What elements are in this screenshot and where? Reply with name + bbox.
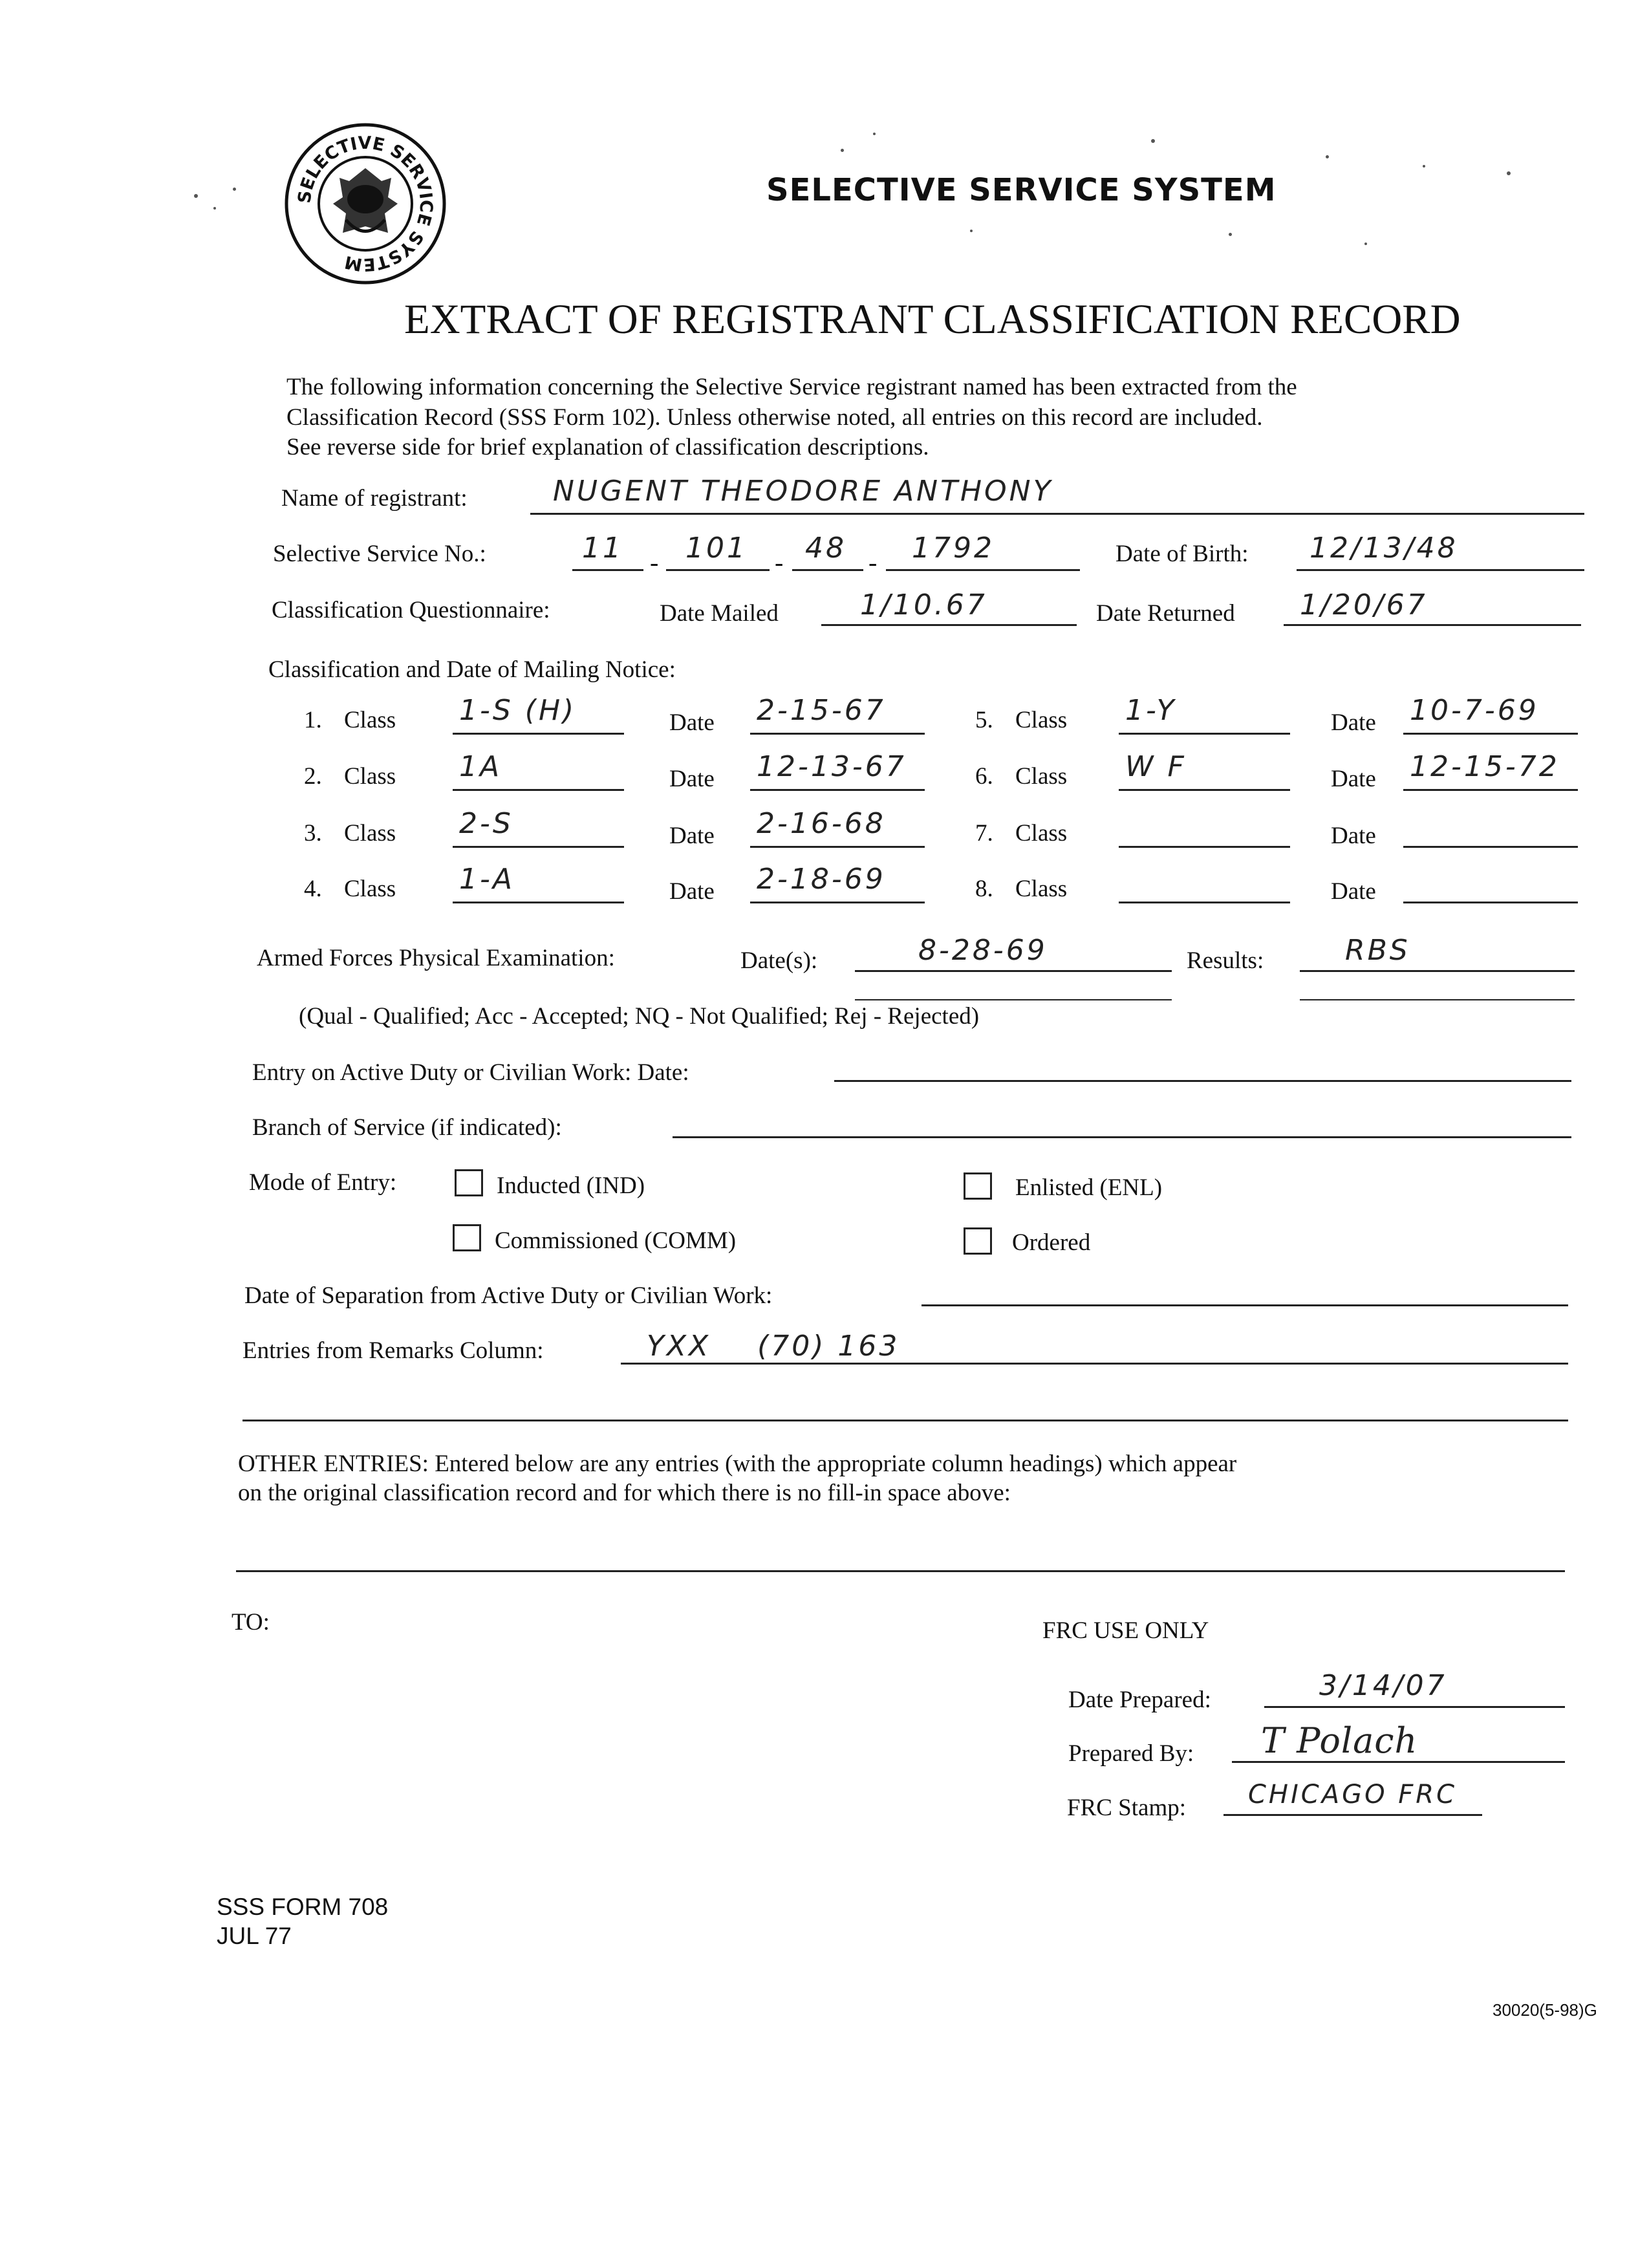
class-row-5-date-label: Date xyxy=(1331,709,1376,736)
class-row-2-date-value: 12-13-67 xyxy=(757,750,907,783)
class-row-8-class-label: Class xyxy=(1015,876,1068,902)
class-row-3-date-line xyxy=(750,846,925,848)
ss-no-part-4: 1792 xyxy=(912,532,995,565)
class-row-2-date-line xyxy=(750,789,925,791)
class-row-4-class-label: Class xyxy=(344,876,396,902)
intro-line-3: See reverse side for brief explanation of classification descriptions. xyxy=(286,434,929,460)
class-row-6-date-label: Date xyxy=(1331,766,1376,792)
class-row-6-number: 6. xyxy=(975,763,993,790)
enlisted-checkbox[interactable] xyxy=(964,1172,992,1200)
class-row-6-class-line xyxy=(1119,789,1290,791)
intro-line-2: Classification Record (SSS Form 102). Unless otherwise noted, all entries on this record are included. xyxy=(286,404,1263,431)
date-prepared-label: Date Prepared: xyxy=(1068,1687,1211,1713)
intro-line-1: The following information concerning the Selective Service registrant named has been extracted from the xyxy=(286,374,1297,400)
entry-active-duty-label: Entry on Active Duty or Civilian Work: Date: xyxy=(252,1059,689,1086)
page-title: EXTRACT OF REGISTRANT CLASSIFICATION RECORD xyxy=(404,296,1461,343)
form-code: 30020(5-98)G xyxy=(1493,2000,1597,2020)
class-row-6-class-value: W F xyxy=(1125,750,1187,783)
class-row-2-class-line xyxy=(453,789,624,791)
class-row-3-date-label: Date xyxy=(669,823,715,849)
class-row-2-class-value: 1A xyxy=(459,750,502,783)
class-row-1-date-label: Date xyxy=(669,709,715,736)
class-row-7-date-label: Date xyxy=(1331,823,1376,849)
class-row-5-number: 5. xyxy=(975,707,993,733)
physical-dates-label: Date(s): xyxy=(740,947,818,974)
branch-label: Branch of Service (if indicated): xyxy=(252,1114,562,1141)
class-row-2-date-label: Date xyxy=(669,766,715,792)
name-label: Name of registrant: xyxy=(281,485,468,512)
separation-label: Date of Separation from Active Duty or Civilian Work: xyxy=(244,1282,773,1309)
class-row-1-class-label: Class xyxy=(344,707,396,733)
dob-value: 12/13/48 xyxy=(1310,532,1458,565)
frc-stamp-value: CHICAGO FRC xyxy=(1248,1780,1458,1809)
class-row-4-date-line xyxy=(750,902,925,903)
class-row-6-date-line xyxy=(1403,789,1578,791)
name-value: NUGENT THEODORE ANTHONY xyxy=(553,475,1053,508)
date-mailed-label: Date Mailed xyxy=(660,600,779,627)
class-row-5-class-value: 1-Y xyxy=(1125,694,1177,727)
class-row-1-date-line xyxy=(750,733,925,735)
selective-service-seal-icon xyxy=(285,123,446,285)
frc-stamp-label: FRC Stamp: xyxy=(1067,1795,1187,1821)
commissioned-label: Commissioned (COMM) xyxy=(495,1227,737,1254)
ss-no-sep-3: - xyxy=(868,548,878,577)
class-row-4-date-value: 2-18-69 xyxy=(757,863,886,896)
questionnaire-label: Classification Questionnaire: xyxy=(272,597,550,623)
class-row-8-class-line xyxy=(1119,902,1290,903)
class-row-5-class-line xyxy=(1119,733,1290,735)
date-mailed-value: 1/10.67 xyxy=(860,589,987,621)
inducted-label: Inducted (IND) xyxy=(497,1172,645,1199)
date-returned-value: 1/20/67 xyxy=(1300,589,1428,621)
class-row-1-class-value: 1-S (H) xyxy=(459,694,577,727)
svg-text:SELECTIVE SERVICE SYSTEM: SELECTIVE SERVICE SYSTEM xyxy=(294,133,436,275)
class-row-3-date-value: 2-16-68 xyxy=(757,807,886,840)
class-row-5-date-value: 10-7-69 xyxy=(1410,694,1539,727)
class-row-2-class-label: Class xyxy=(344,763,396,790)
date-prepared-value: 3/14/07 xyxy=(1319,1669,1447,1702)
class-row-2-number: 2. xyxy=(304,763,322,790)
ordered-label: Ordered xyxy=(1012,1229,1091,1256)
class-row-6-date-value: 12-15-72 xyxy=(1410,750,1560,783)
results-label: Results: xyxy=(1187,947,1264,974)
class-row-8-date-line xyxy=(1403,902,1578,903)
class-row-1-class-line xyxy=(453,733,624,735)
classification-heading: Classification and Date of Mailing Notice: xyxy=(268,656,676,683)
class-row-3-class-label: Class xyxy=(344,820,396,847)
ss-no-label: Selective Service No.: xyxy=(273,541,486,567)
class-row-3-class-value: 2-S xyxy=(459,807,513,840)
prepared-by-signature: T Polach xyxy=(1261,1720,1418,1761)
form-id: SSS FORM 708 xyxy=(217,1894,389,1920)
class-row-5-class-label: Class xyxy=(1015,707,1068,733)
class-row-4-number: 4. xyxy=(304,876,322,902)
results-value: RBS xyxy=(1345,934,1410,967)
physical-dates-value: 8-28-69 xyxy=(918,934,1048,967)
other-entries-line-1: OTHER ENTRIES: Entered below are any entries (with the appropriate column headings) which appear xyxy=(238,1451,1237,1477)
class-row-5-date-line xyxy=(1403,733,1578,735)
class-row-4-date-label: Date xyxy=(669,878,715,905)
class-row-7-date-line xyxy=(1403,846,1578,848)
enlisted-label: Enlisted (ENL) xyxy=(1015,1174,1163,1201)
ss-no-part-2: 101 xyxy=(685,532,748,565)
commissioned-checkbox[interactable] xyxy=(453,1224,481,1251)
class-row-1-number: 1. xyxy=(304,707,322,733)
prepared-by-label: Prepared By: xyxy=(1068,1740,1194,1767)
date-returned-label: Date Returned xyxy=(1096,600,1235,627)
ss-no-part-3: 48 xyxy=(805,532,846,565)
class-row-4-class-line xyxy=(453,902,624,903)
form-date: JUL 77 xyxy=(217,1923,292,1949)
mode-of-entry-label: Mode of Entry: xyxy=(249,1169,397,1196)
remarks-label: Entries from Remarks Column: xyxy=(242,1337,544,1364)
class-row-7-class-line xyxy=(1119,846,1290,848)
class-row-7-number: 7. xyxy=(975,820,993,847)
dob-label: Date of Birth: xyxy=(1116,541,1249,567)
class-row-3-class-line xyxy=(453,846,624,848)
inducted-checkbox[interactable] xyxy=(455,1169,483,1196)
ss-no-sep-2: - xyxy=(775,548,784,577)
physical-label: Armed Forces Physical Examination: xyxy=(257,945,615,971)
other-entries-line-2: on the original classification record and for which there is no fill-in space above: xyxy=(238,1480,1011,1506)
ordered-checkbox[interactable] xyxy=(964,1227,992,1255)
agency-name: SELECTIVE SERVICE SYSTEM xyxy=(766,172,1277,208)
to-label: TO: xyxy=(232,1609,270,1636)
class-row-4-class-value: 1-A xyxy=(459,863,515,896)
class-row-3-number: 3. xyxy=(304,820,322,847)
class-row-8-number: 8. xyxy=(975,876,993,902)
class-row-6-class-label: Class xyxy=(1015,763,1068,790)
ss-no-part-1: 11 xyxy=(582,532,623,565)
remarks-value: YXX (70) 163 xyxy=(647,1330,900,1363)
class-row-7-class-label: Class xyxy=(1015,820,1068,847)
physical-legend: (Qual - Qualified; Acc - Accepted; NQ - Not Qualified; Rej - Rejected) xyxy=(299,1003,980,1030)
frc-use-only-heading: FRC USE ONLY xyxy=(1042,1617,1209,1644)
class-row-8-date-label: Date xyxy=(1331,878,1376,905)
ss-no-sep-1: - xyxy=(650,548,659,577)
class-row-1-date-value: 2-15-67 xyxy=(757,694,886,727)
